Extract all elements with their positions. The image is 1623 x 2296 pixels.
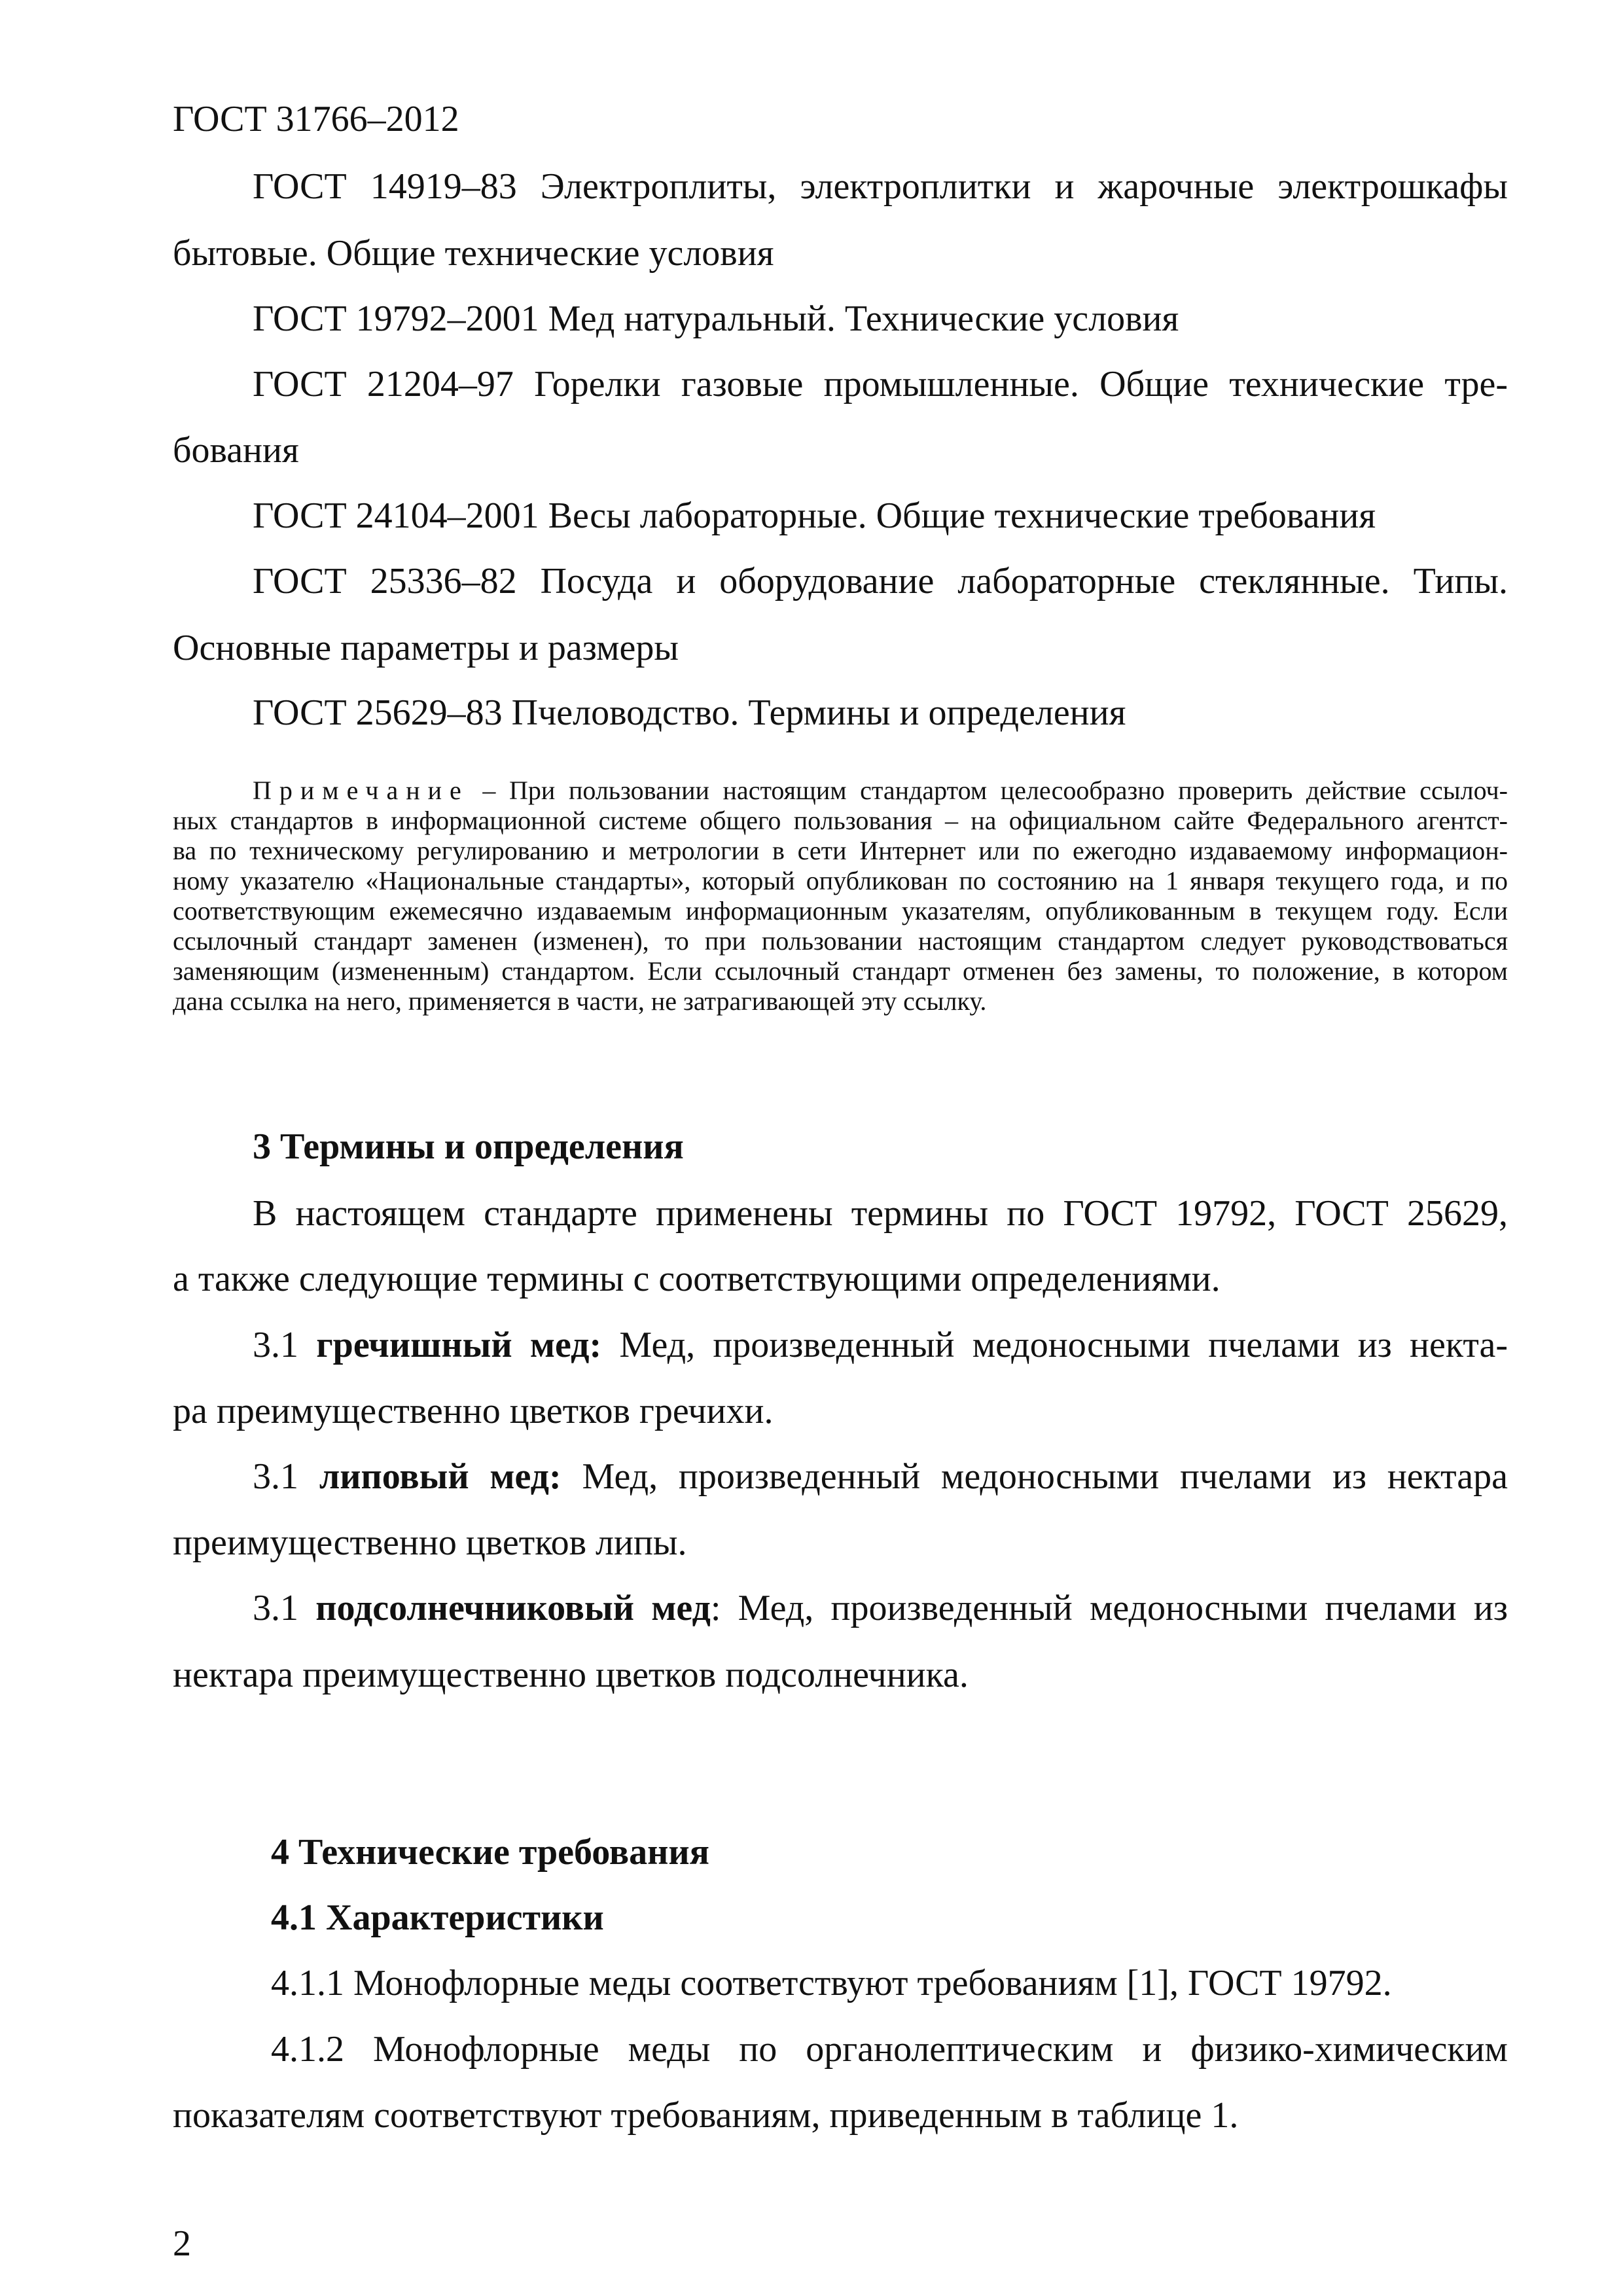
paragraph-4-1-2: 4.1.2 Монофлорные меды по органолептическим и физико-химическим xyxy=(271,2029,1508,2070)
note-line: ва по техническому регулированию и метрологии в сети Интернет или по ежегодно издаваемому информацион- xyxy=(173,836,1508,865)
note-line: ссылочный стандарт заменен (изменен), то при пользовании настоящим стандартом следует руководствоваться xyxy=(173,926,1508,956)
section-3-title: 3 Термины и определения xyxy=(253,1126,684,1167)
section-3-intro: В настоящем стандарте применены термины по ГОСТ 19792, ГОСТ 25629, xyxy=(253,1193,1508,1234)
note-line: заменяющим (измененным) стандартом. Если ссылочный стандарт отменен без замены, то положение, в котором xyxy=(173,956,1508,986)
document-code: ГОСТ 31766–2012 xyxy=(173,99,459,139)
term-definition-continued: преимущественно цветков липы. xyxy=(173,1522,687,1563)
reference-item: ГОСТ 25336–82 Посуда и оборудование лабораторные стеклянные. Типы. xyxy=(253,561,1508,601)
term-definition: 3.1 гречишный мед: Мед, произведенный медоносными пчелами из некта- xyxy=(253,1325,1508,1365)
note-line: Примечание – При пользовании настоящим стандартом целесообразно проверить действие ссылоч- xyxy=(253,776,1508,805)
note-line: дана ссылка на него, применяется в части, не затрагивающей эту ссылку. xyxy=(173,986,987,1016)
term-name: гречишный мед: xyxy=(316,1325,602,1365)
term-name: липовый мед: xyxy=(319,1456,562,1497)
note-label: Примечание xyxy=(253,776,469,805)
reference-item: ГОСТ 19792–2001 Мед натуральный. Технические условия xyxy=(253,298,1179,339)
reference-item: ГОСТ 21204–97 Горелки газовые промышленные. Общие технические тре- xyxy=(253,364,1508,404)
term-definition: 3.1 подсолнечниковый мед: Мед, произведенный медоносными пчелами из xyxy=(253,1588,1508,1628)
reference-item-continued: бования xyxy=(173,430,299,471)
note-line: соответствующим ежемесячно издаваемым информационным указателям, опубликованным в текущем году. Если xyxy=(173,896,1508,925)
page-number: 2 xyxy=(173,2223,191,2264)
reference-item: ГОСТ 24104–2001 Весы лабораторные. Общие технические требования xyxy=(253,495,1376,536)
reference-item-continued: бытовые. Общие технические условия xyxy=(173,233,774,274)
term-definition-continued: нектара преимущественно цветков подсолнечника. xyxy=(173,1655,969,1695)
reference-item-continued: Основные параметры и размеры xyxy=(173,628,679,668)
paragraph-4-1-2-continued: показателям соответствуют требованиям, приведенным в таблице 1. xyxy=(173,2095,1239,2136)
term-definition: 3.1 липовый мед: Мед, произведенный медоносными пчелами из нектара xyxy=(253,1456,1508,1497)
note-line: ному указателю «Национальные стандарты», который опубликован по состоянию на 1 января текущего года, и по xyxy=(173,866,1508,895)
term-name: подсолнечниковый мед xyxy=(315,1588,711,1628)
term-definition-continued: ра преимущественно цветков гречихи. xyxy=(173,1391,774,1431)
reference-item: ГОСТ 25629–83 Пчеловодство. Термины и определения xyxy=(253,692,1126,733)
subsection-4-1-title: 4.1 Характеристики xyxy=(271,1897,604,1938)
reference-item: ГОСТ 14919–83 Электроплиты, электроплитки и жарочные электрошкафы xyxy=(253,166,1508,207)
section-3-intro-continued: а также следующие термины с соответствующими определениями. xyxy=(173,1259,1221,1299)
paragraph-4-1-1: 4.1.1 Монофлорные меды соответствуют требованиям [1], ГОСТ 19792. xyxy=(271,1963,1392,2003)
section-4-title: 4 Технические требования xyxy=(271,1832,709,1873)
note-line: ных стандартов в информационной системе общего пользования – на официальном сайте Федерального агентст- xyxy=(173,806,1508,835)
